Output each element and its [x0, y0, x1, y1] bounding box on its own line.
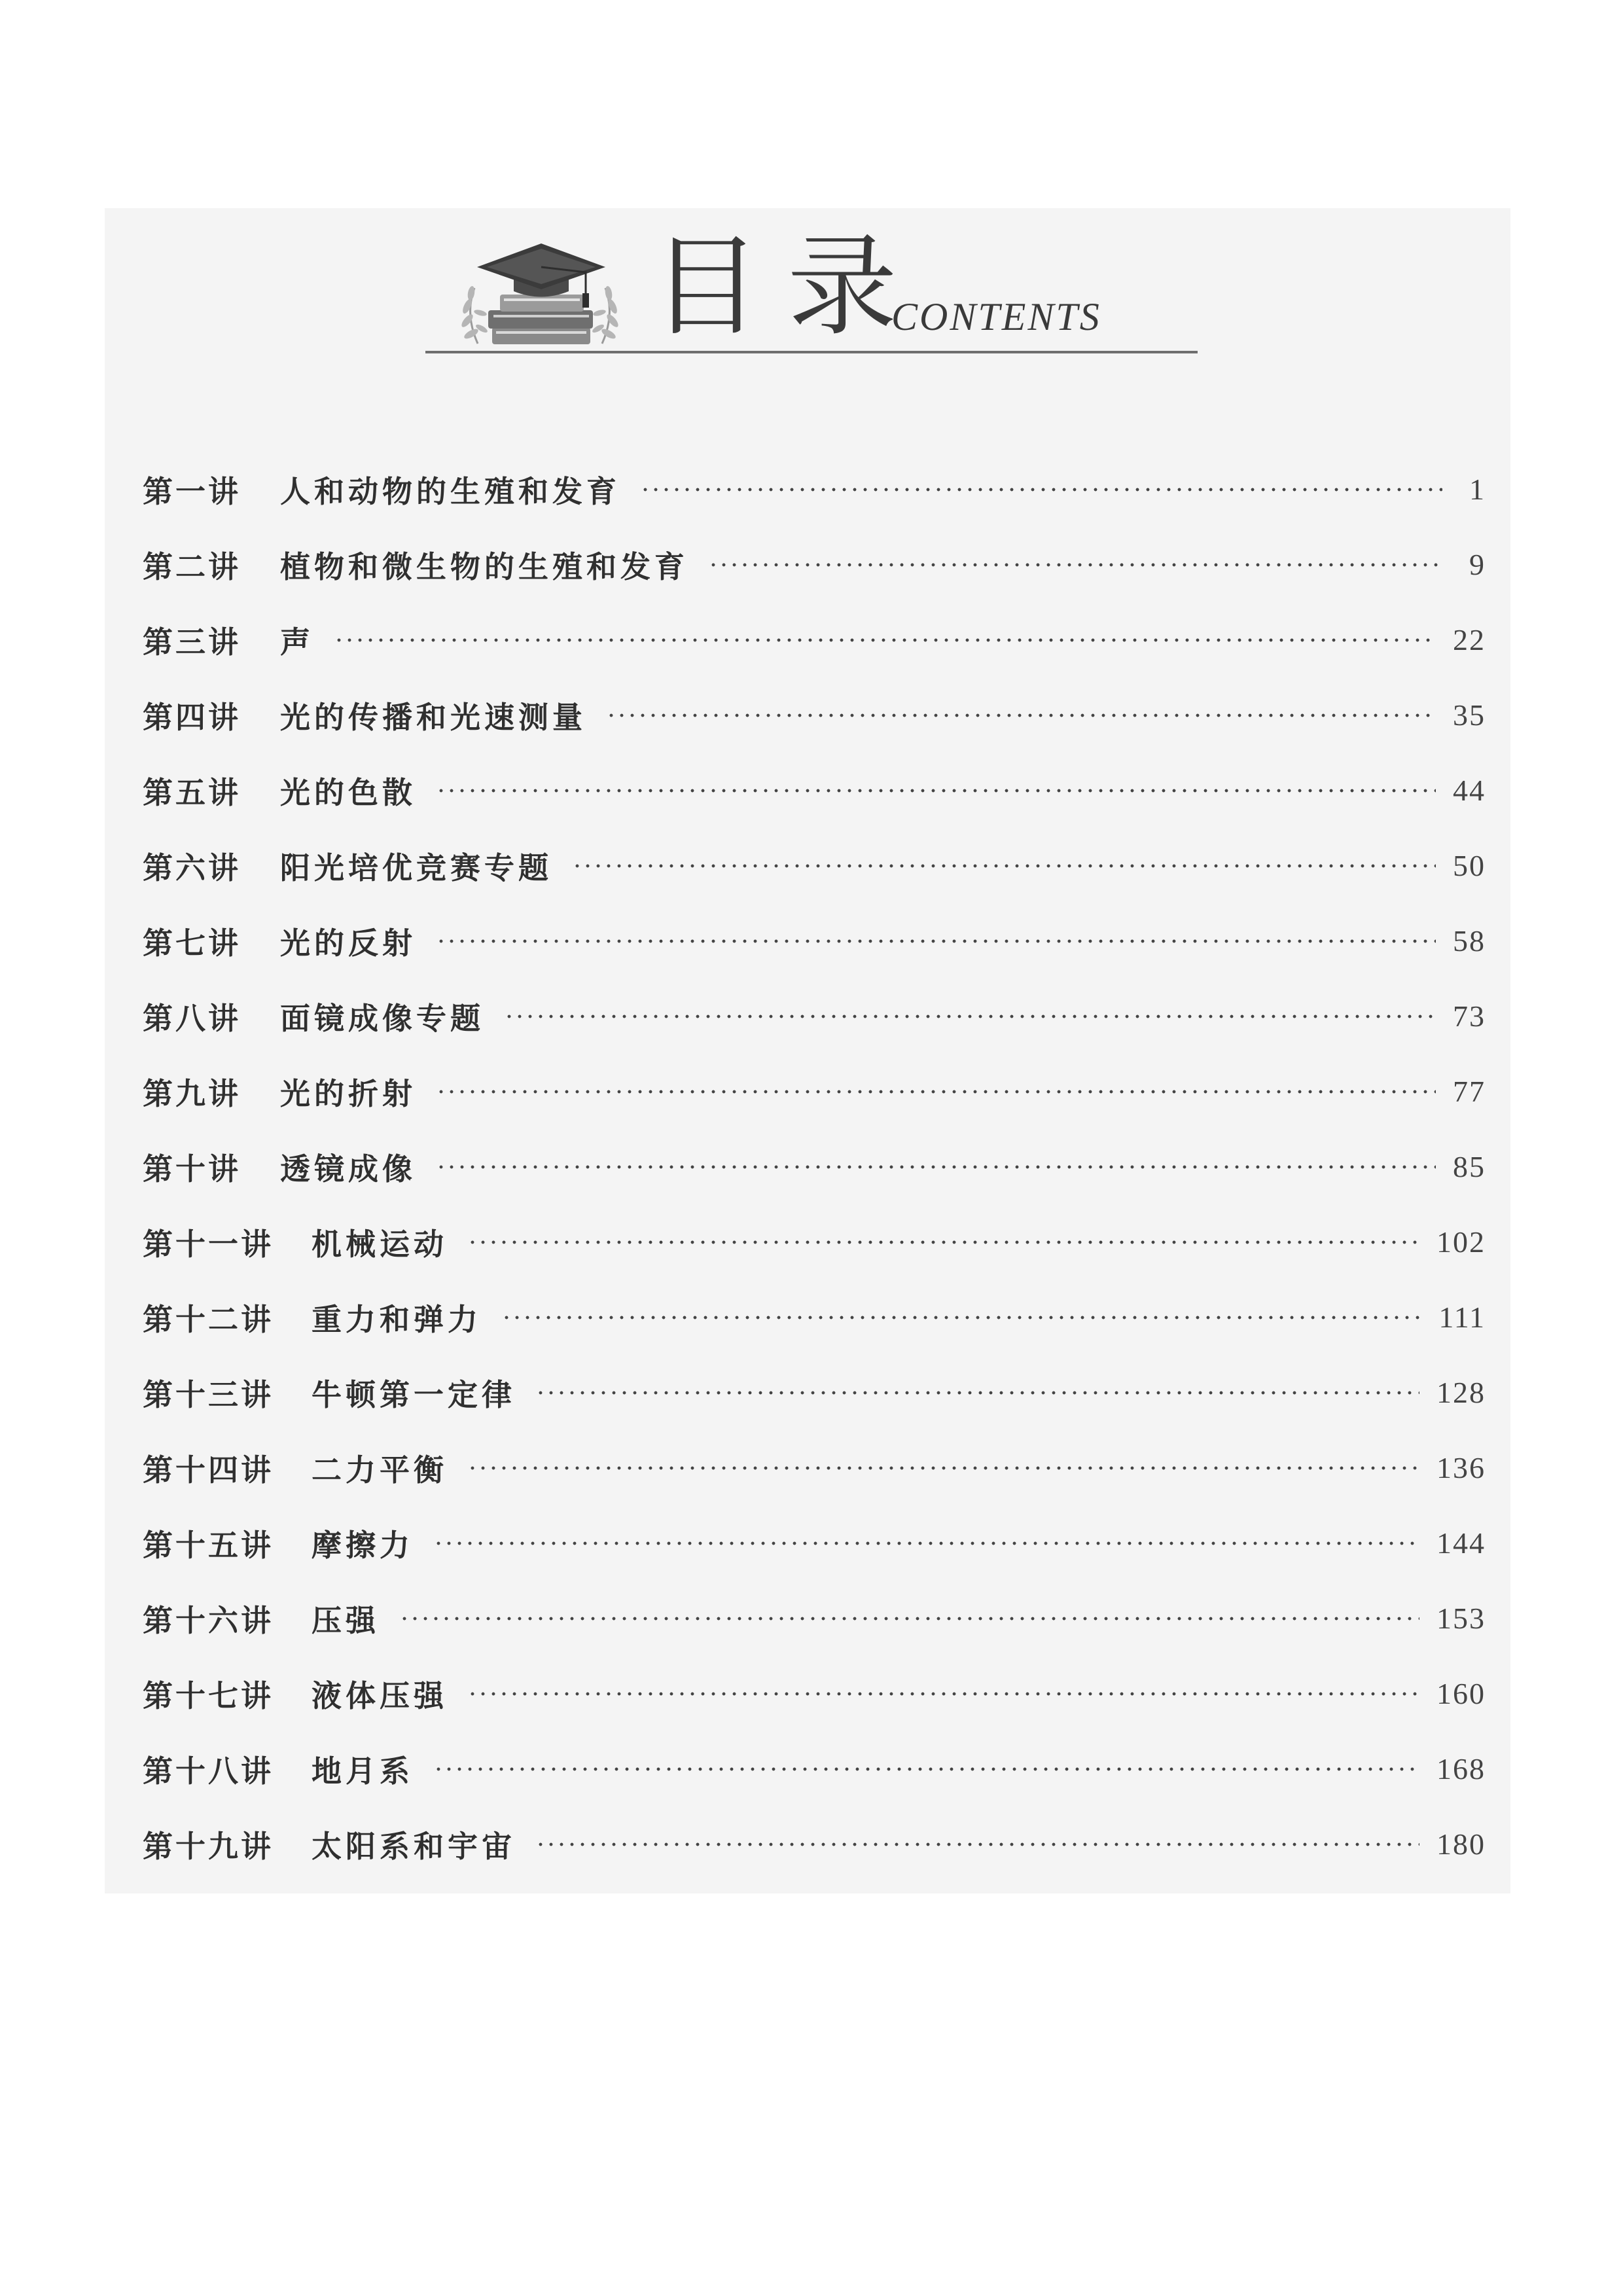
chapter-title: 植物和微生物的生殖和发育 — [280, 548, 688, 584]
graduation-cap-books-icon — [452, 229, 628, 360]
chapter-number: 第十五讲 — [143, 1527, 274, 1563]
toc-entry[interactable] — [143, 1656, 1486, 1731]
leader-dots — [504, 1014, 1436, 1019]
chapter-title: 压强 — [312, 1602, 380, 1638]
chapter-number: 第十一讲 — [143, 1226, 274, 1262]
leader-dots — [436, 1164, 1436, 1170]
leader-dots — [467, 1240, 1419, 1245]
page-number: 85 — [1453, 1150, 1486, 1183]
chapter-number: 第五讲 — [143, 774, 241, 810]
chapter-title: 机械运动 — [312, 1226, 448, 1262]
page-number: 1 — [1469, 473, 1486, 506]
page-number: 58 — [1453, 924, 1486, 958]
page-number: 44 — [1453, 774, 1486, 807]
page-number: 168 — [1436, 1752, 1486, 1785]
chapter-number: 第十讲 — [143, 1151, 241, 1187]
chapter-number: 第十九讲 — [143, 1828, 274, 1864]
chapter-title: 液体压强 — [312, 1677, 448, 1713]
chapter-title: 摩擦力 — [312, 1527, 414, 1563]
leader-dots — [535, 1390, 1419, 1395]
toc-entry[interactable] — [143, 1430, 1486, 1505]
chapter-title: 光的传播和光速测量 — [280, 699, 586, 735]
toc-entry[interactable] — [143, 903, 1486, 978]
header-rule — [425, 351, 1198, 353]
chapter-title: 人和动物的生殖和发育 — [280, 473, 620, 509]
chapter-number: 第一讲 — [143, 473, 241, 509]
chapter-title: 光的反射 — [280, 925, 416, 961]
chapter-title: 牛顿第一定律 — [312, 1376, 516, 1412]
leader-dots — [399, 1616, 1419, 1621]
page-number: 77 — [1453, 1075, 1486, 1108]
toc-header — [425, 216, 1198, 367]
page-number: 111 — [1438, 1300, 1486, 1334]
page-number: 153 — [1436, 1602, 1486, 1635]
chapter-title: 面镜成像专题 — [280, 1000, 484, 1036]
leader-dots — [501, 1315, 1421, 1320]
toc-entry[interactable] — [143, 828, 1486, 903]
leader-dots — [436, 788, 1436, 793]
leader-dots — [467, 1465, 1419, 1471]
leader-dots — [467, 1691, 1419, 1696]
leader-dots — [535, 1842, 1419, 1847]
chapter-number: 第十六讲 — [143, 1602, 274, 1638]
chapter-title: 光的色散 — [280, 774, 416, 810]
toc-entry[interactable] — [143, 1505, 1486, 1581]
page-number: 160 — [1436, 1677, 1486, 1710]
chapter-title: 太阳系和宇宙 — [312, 1828, 516, 1864]
toc-entry[interactable] — [143, 1806, 1486, 1882]
chapter-title: 透镜成像 — [280, 1151, 416, 1187]
leader-dots — [436, 1089, 1436, 1094]
toc-entry[interactable] — [143, 1280, 1486, 1355]
chapter-title: 地月系 — [312, 1753, 414, 1789]
toc-entry[interactable] — [143, 1129, 1486, 1204]
chapter-title: 重力和弹力 — [312, 1301, 482, 1337]
page-number: 9 — [1469, 548, 1486, 581]
leader-dots — [433, 1541, 1419, 1546]
leader-dots — [433, 1767, 1419, 1772]
page-number: 180 — [1436, 1827, 1486, 1861]
chapter-number: 第四讲 — [143, 699, 241, 735]
chapter-title: 声 — [280, 624, 314, 660]
chapter-number: 第十七讲 — [143, 1677, 274, 1713]
chapter-number: 第七讲 — [143, 925, 241, 961]
toc-entry[interactable] — [143, 677, 1486, 753]
chapter-number: 第二讲 — [143, 548, 241, 584]
leader-dots — [640, 487, 1442, 492]
chapter-number: 第三讲 — [143, 624, 241, 660]
leader-dots — [708, 562, 1442, 567]
page-title: 目录 — [651, 223, 923, 351]
toc-entry[interactable] — [143, 602, 1486, 677]
chapter-title: 阳光培优竞赛专题 — [280, 850, 552, 886]
toc-entry[interactable] — [143, 1355, 1486, 1430]
toc-entry[interactable] — [143, 527, 1486, 602]
chapter-title: 光的折射 — [280, 1075, 416, 1111]
leader-dots — [572, 863, 1436, 869]
toc-entry[interactable] — [143, 452, 1486, 527]
page-number: 128 — [1436, 1376, 1486, 1409]
chapter-title: 二力平衡 — [312, 1452, 448, 1488]
page-number: 136 — [1436, 1451, 1486, 1484]
chapter-number: 第十二讲 — [143, 1301, 274, 1337]
page-subtitle: CONTENTS — [891, 295, 1101, 338]
chapter-number: 第六讲 — [143, 850, 241, 886]
page-number: 35 — [1453, 698, 1486, 732]
page-number: 22 — [1453, 623, 1486, 656]
toc-entry[interactable] — [143, 1731, 1486, 1806]
leader-dots — [606, 713, 1436, 718]
chapter-number: 第十四讲 — [143, 1452, 274, 1488]
toc-entry[interactable] — [143, 753, 1486, 828]
toc-list — [143, 452, 1486, 1882]
leader-dots — [334, 637, 1436, 643]
page-number: 50 — [1453, 849, 1486, 882]
toc-entry[interactable] — [143, 1204, 1486, 1280]
chapter-number: 第八讲 — [143, 1000, 241, 1036]
page-number: 144 — [1436, 1526, 1486, 1560]
page-number: 102 — [1436, 1225, 1486, 1259]
toc-entry[interactable] — [143, 978, 1486, 1054]
chapter-number: 第十八讲 — [143, 1753, 274, 1789]
leader-dots — [436, 939, 1436, 944]
toc-entry[interactable] — [143, 1054, 1486, 1129]
chapter-number: 第九讲 — [143, 1075, 241, 1111]
chapter-number: 第十三讲 — [143, 1376, 274, 1412]
page-number: 73 — [1453, 999, 1486, 1033]
toc-entry[interactable] — [143, 1581, 1486, 1656]
